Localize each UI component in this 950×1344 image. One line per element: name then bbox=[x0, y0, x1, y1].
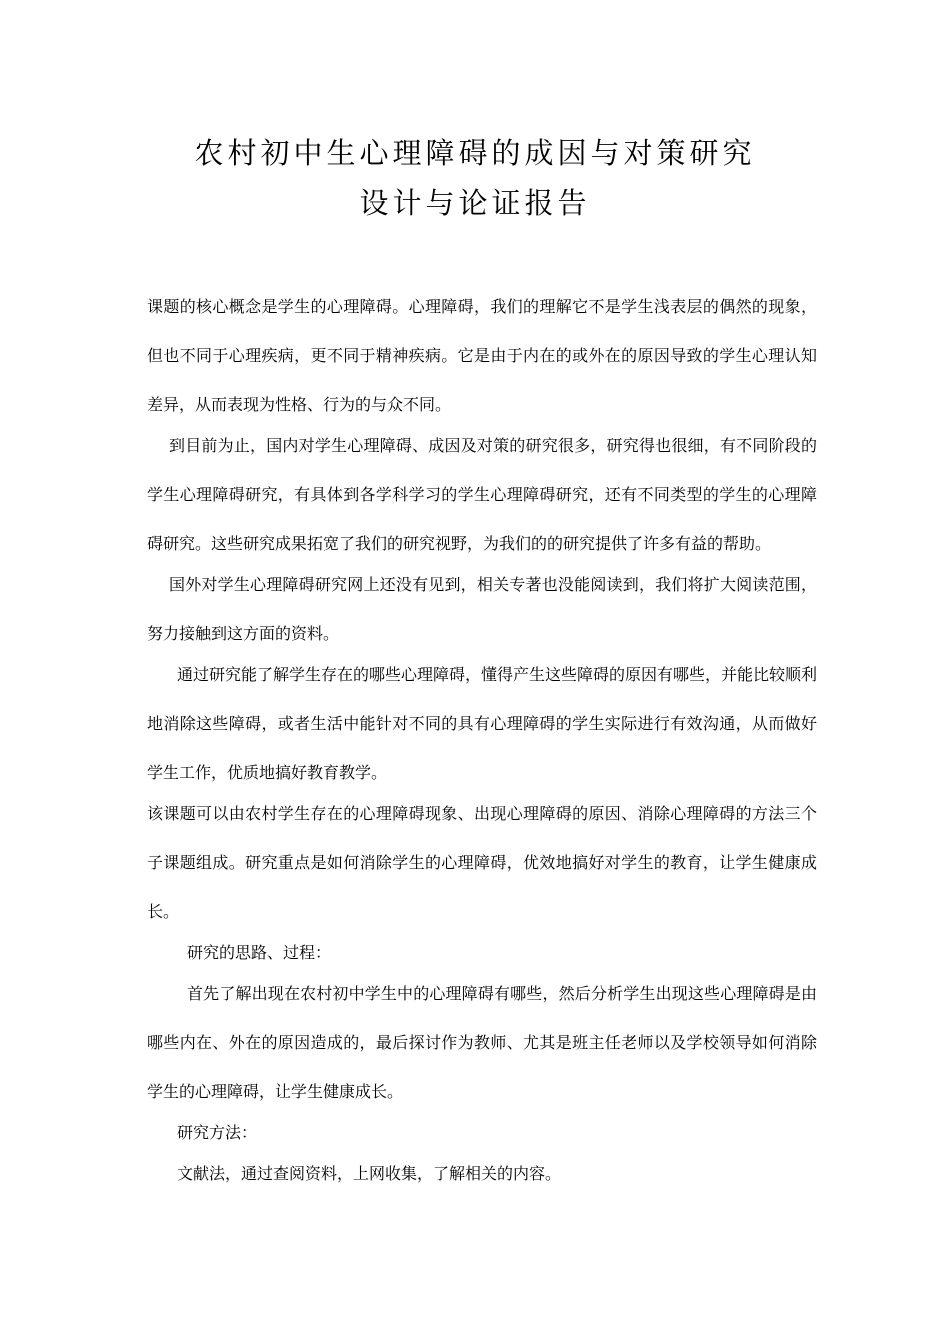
heading-research-approach: 研究的思路、过程： bbox=[187, 943, 332, 962]
paragraph-core-concept: 课题的核心概念是学生的心理障碍。心理障碍，我们的理解它不是学生浅表层的偶然的现象，但也不同于心理疾病，更不同于精神疾病。它是由于内在的或外在的原因导致的学生心理认知差异，从而表现为性格、行为的与众不同。 bbox=[147, 297, 817, 414]
document-body bbox=[147, 282, 817, 1198]
heading-research-methods: 研究方法： bbox=[177, 1123, 258, 1142]
title-block bbox=[0, 128, 950, 228]
document-subtitle: 设计与论证报告 bbox=[359, 186, 591, 220]
paragraph-research-value: 通过研究能了解学生存在的哪些心理障碍，懂得产生这些障碍的原因有哪些，并能比较顺利地消除这些障碍，或者生活中能针对不同的具有心理障碍的学生实际进行有效沟通，从而做好学生工作，优质地搞好教育教学。 bbox=[147, 665, 818, 782]
paragraph-subtopics: 该课题可以由农村学生存在的心理障碍现象、出现心理障碍的原因、消除心理障碍的方法三个子课题组成。研究重点是如何消除学生的心理障碍，优效地搞好对学生的教育，让学生健康成长。 bbox=[147, 804, 817, 921]
document-title: 农村初中生心理障碍的成因与对策研究 bbox=[194, 136, 756, 170]
paragraph-literature-method: 文献法，通过查阅资料，上网收集，了解相关的内容。 bbox=[177, 1164, 562, 1183]
paragraph-foreign-research: 国外对学生心理障碍研究网上还没有见到，相关专著也没能阅读到，我们将扩大阅读范围，努力接触到这方面的资料。 bbox=[147, 575, 817, 643]
paragraph-domestic-research: 到目前为止，国内对学生心理障碍、成因及对策的研究很多，研究得也很细，有不同阶段的学生心理障碍研究，有具体到各学科学习的学生心理障碍研究，还有不同类型的学生的心理障碍研究。这些研究成果拓宽了我们的研究视野，为我们的的研究提供了许多有益的帮助。 bbox=[147, 436, 817, 553]
paragraph-research-approach: 首先了解出现在农村初中学生中的心理障碍有哪些，然后分析学生出现这些心理障碍是由哪些内在、外在的原因造成的，最后探讨作为教师、尤其是班主任老师以及学校领导如何消除学生的心理障碍，让学生健康成长。 bbox=[147, 984, 817, 1101]
